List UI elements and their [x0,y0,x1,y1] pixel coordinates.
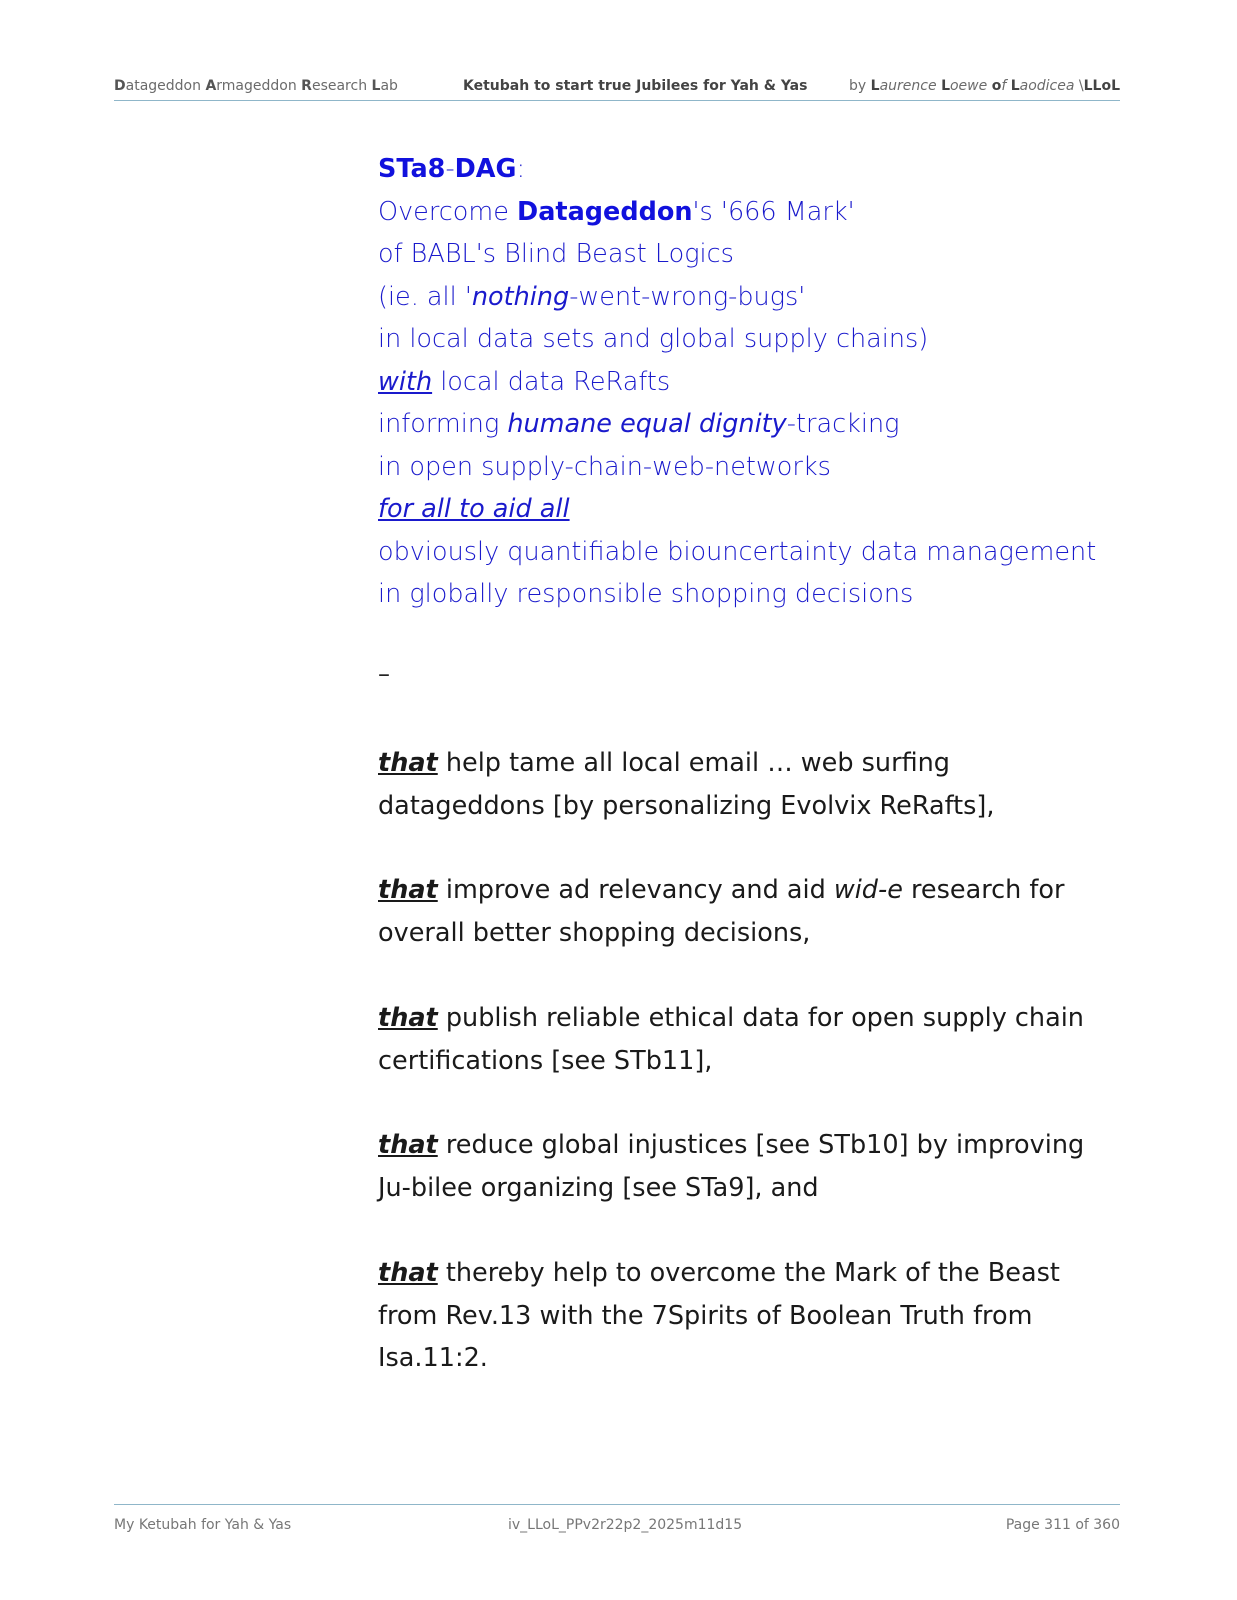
intro-line: in local data sets and global supply chains) [378,324,929,354]
header-word: aurence [879,78,942,94]
header-word: oewe [949,78,992,94]
footer-version: iv_LLoL_PPv2r22p2_2025m11d15 [508,1517,743,1533]
paragraph-text: thereby help to overcome the Mark of the Beast from Rev.13 with the 7Spirits of Boolean Truth from Isa.11:2. [378,1258,1060,1373]
footer-title: My Ketubah for Yah & Yas [114,1517,292,1533]
text-span: informing [378,409,508,439]
intro-line: of BABL's Blind Beast Logics [378,239,734,269]
header-initial: L [870,78,880,94]
text-span: Overcome [378,196,518,227]
paragraph-lead: that [378,875,438,905]
paragraph-lead: that [378,1258,438,1288]
intro-block [378,148,1138,616]
header-word: f [1001,78,1011,94]
header-initial: o [991,78,1002,94]
text-span: with [378,366,433,397]
intro-line [378,191,1138,234]
header-author [849,78,1120,94]
text-span: local data ReRafts [432,366,671,397]
header-word: \ [1074,78,1084,94]
text-span: humane equal dignity [507,409,787,439]
paragraph-text: improve ad relevancy and aid [437,875,834,905]
intro-line [378,488,1138,531]
intro-title [378,148,1138,191]
intro-line: obviously quantifiable biouncertainty data management [378,536,1097,567]
paragraph-text: research for overall better shopping decisions, [378,875,1065,948]
header-initial: L [371,78,381,94]
header-initial: L [1010,78,1020,94]
header-word: esearch [311,78,372,94]
header-title: Ketubah to start true Jubilees for Yah & Yas [463,78,808,94]
text-span: 's '666 Mark' [692,196,855,227]
text-span: nothing [471,281,570,312]
intro-line: in globally responsible shopping decisions [378,579,914,609]
intro-line [378,403,1138,446]
header-word: by [849,78,871,94]
text-span: Datageddon [517,196,693,227]
header-word: atageddon [125,78,206,94]
paragraph-lead: that [378,1130,438,1160]
header-word: ab [380,78,398,94]
paragraph-text: reduce global injustices [see STb10] by improving Ju-bilee organizing [see STa9], and [378,1130,1085,1203]
paragraph-lead: that [378,748,438,778]
paragraph-text: wid-e [833,875,903,905]
intro-line [378,361,1138,404]
text-span: for all to aid all [378,494,570,524]
header-initial: R [301,78,312,94]
page-footer [114,1504,1120,1533]
header-word: rmageddon [216,78,302,94]
footer-page-number: Page 311 of 360 [1005,1517,1120,1533]
paragraph [378,1252,1118,1380]
paragraph-text: help tame all local email … web surfing datageddons [by personalizing Evolvix ReRafts], [378,748,995,821]
header-initial: A [205,78,217,94]
header-word: aodicea [1019,78,1075,94]
paragraph-lead: that [378,1003,438,1033]
text-span: -went-wrong-bugs' [569,281,806,312]
header-lab-name [114,78,398,94]
title-part: : [516,154,526,184]
text-span: -tracking [786,409,900,439]
title-part: DAG [454,154,517,184]
paragraph-text: publish reliable ethical data for open supply chain certifications [see STb11], [378,1003,1084,1076]
section-dash: – [378,660,390,688]
text-span: (ie. all ' [378,281,472,312]
header-initial: LLoL [1083,78,1120,94]
paragraph [378,1124,1118,1209]
header-initial: D [114,78,126,94]
intro-line: in open supply-chain-web-networks [378,451,831,482]
paragraph [378,869,1118,954]
paragraph [378,997,1118,1082]
header-initial: L [941,78,950,94]
title-part: STa8 [378,154,446,184]
title-part: - [445,154,455,184]
intro-line [378,276,1138,319]
paragraph [378,742,1118,827]
page-header [114,76,1120,101]
